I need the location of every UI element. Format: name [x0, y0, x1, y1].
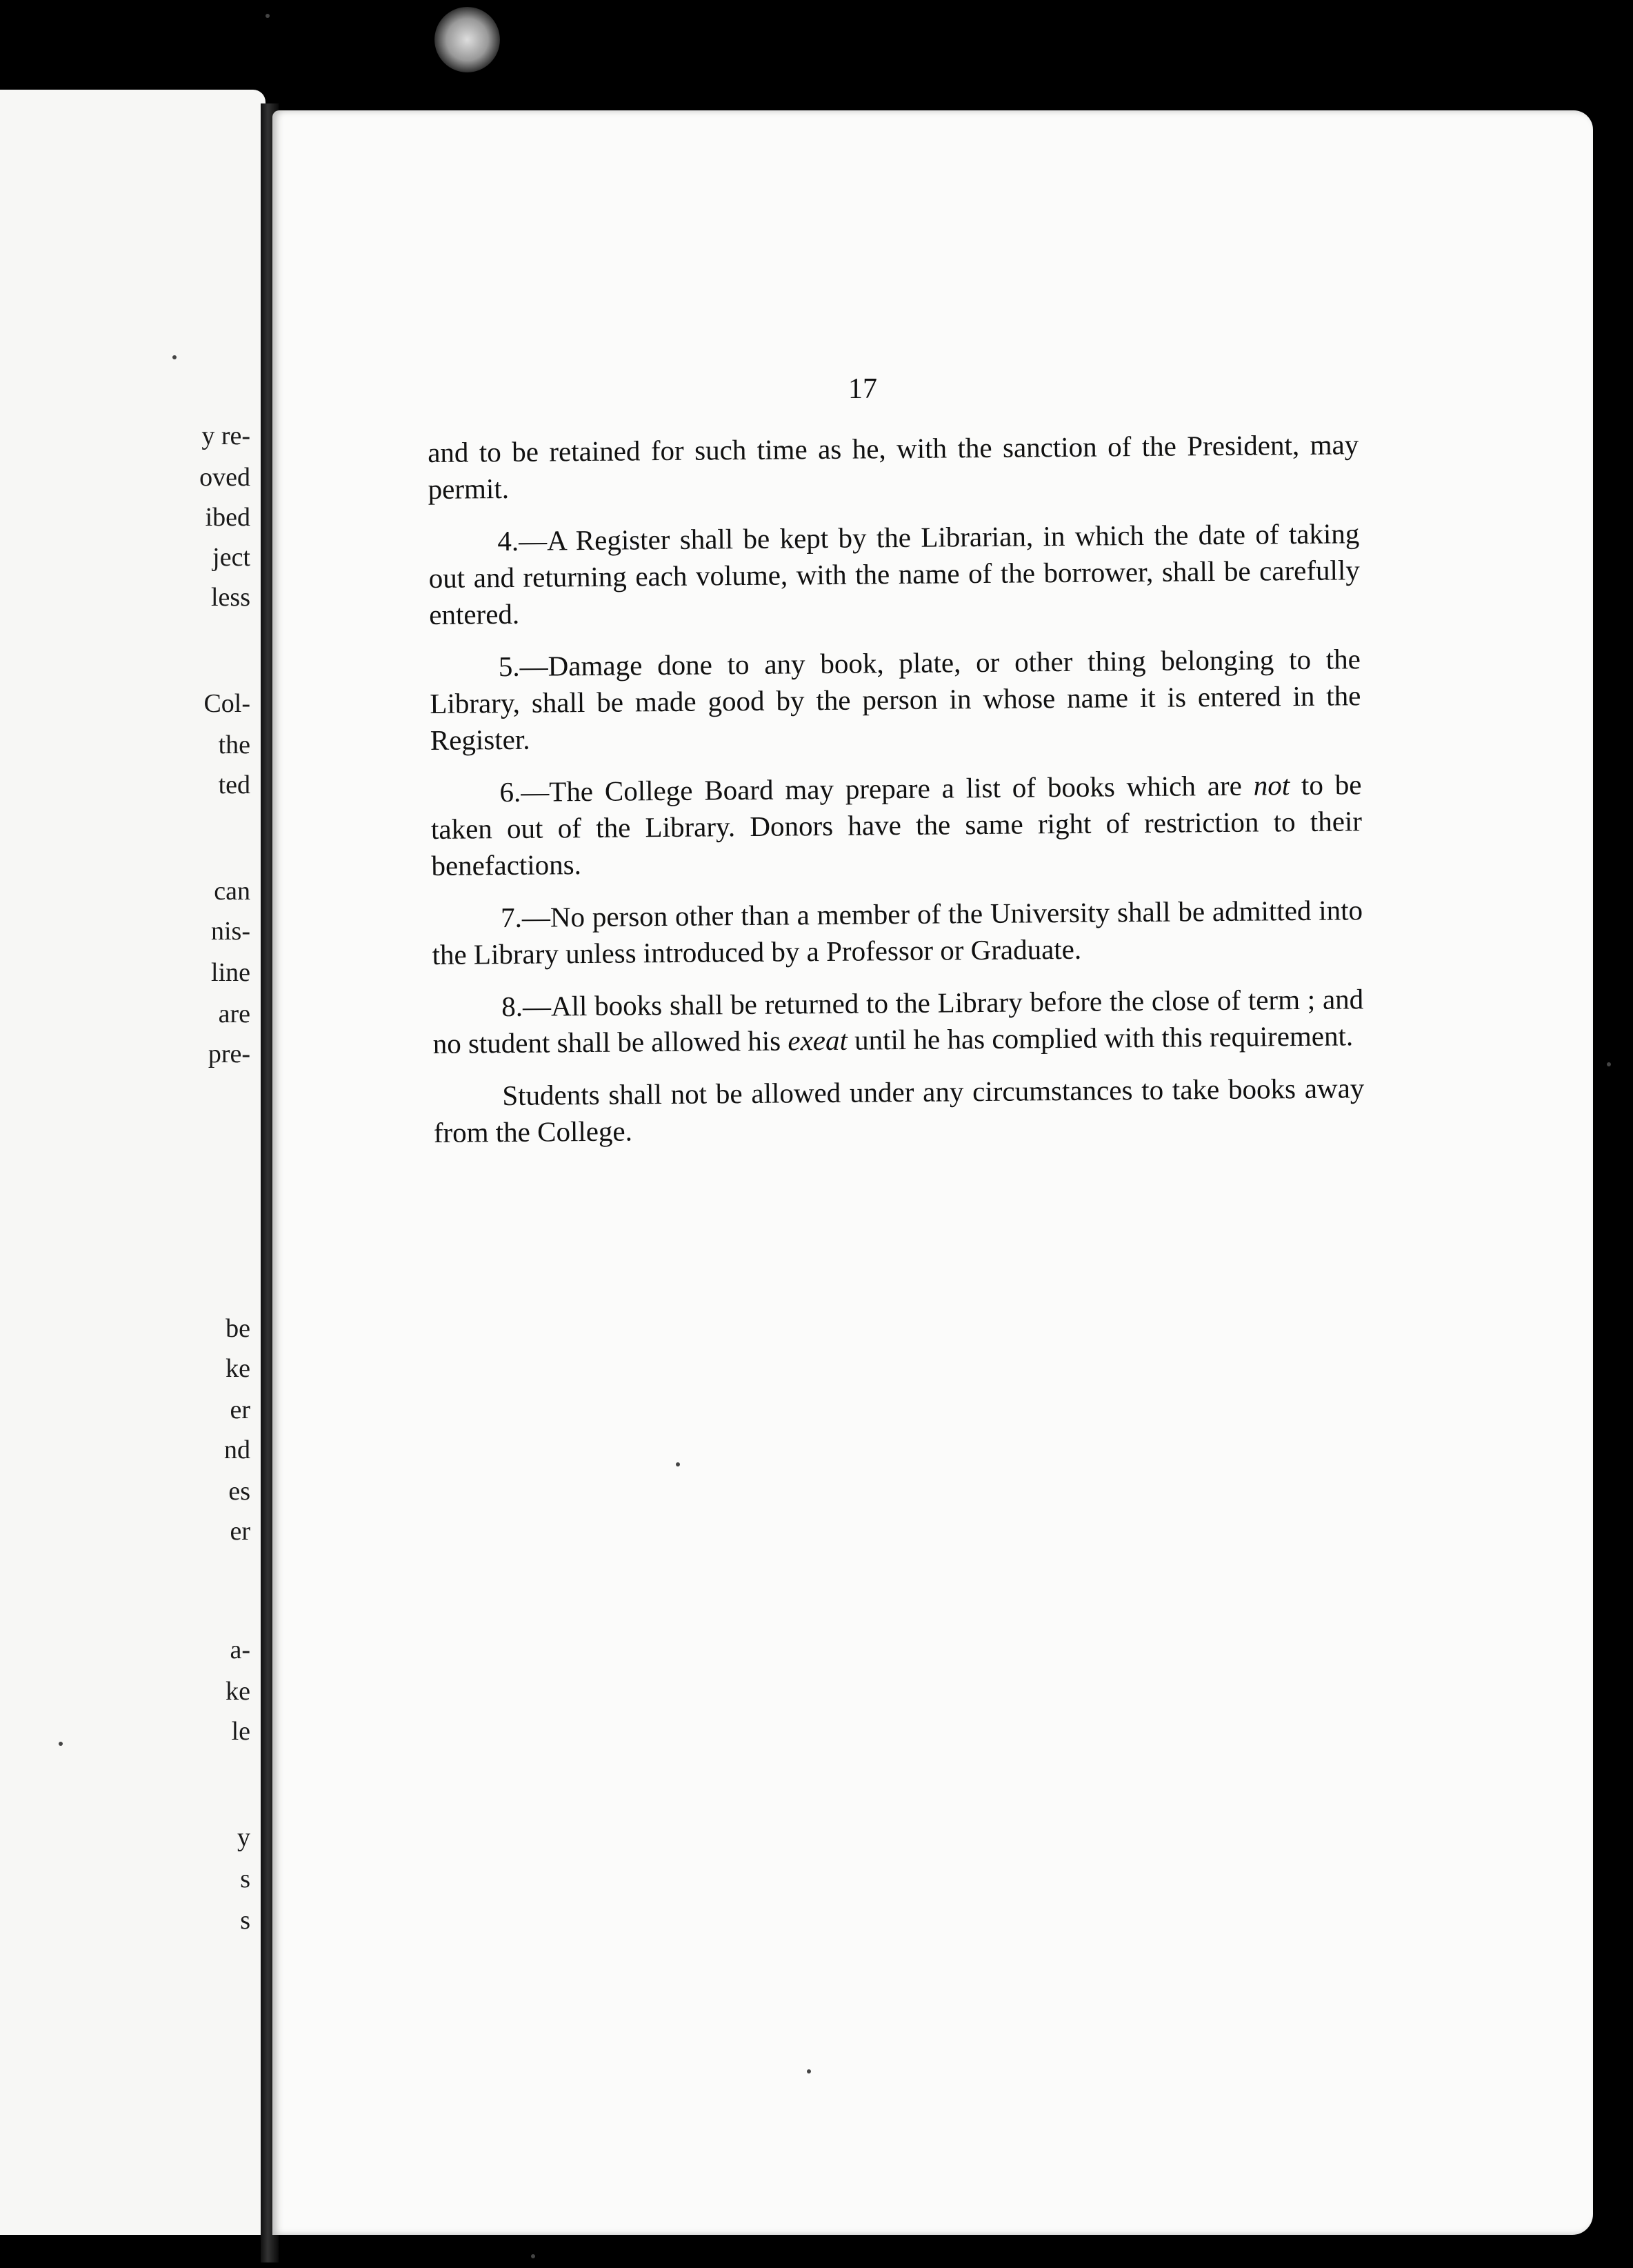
left-fragment: y — [237, 1823, 250, 1852]
rule-4-paragraph — [428, 515, 1360, 633]
left-fragment: can — [214, 877, 250, 906]
dust-speck — [531, 2254, 535, 2258]
paragraph-text: 5.—Damage done to any book, plate, or other thing belonging to the Library, shall be made good by the person in whose name it is entered in the Register. — [430, 643, 1361, 756]
left-fragment: ject — [212, 543, 250, 572]
paragraph-text: 7.—No person other than a member of the University shall be admitted into the Library unless introduced by a Professor or Graduate. — [432, 894, 1363, 971]
paragraph-text: 8.—All books shall be returned to the Library before the close of term ; and no student shall be allowed his — [432, 983, 1364, 1060]
left-fragment: nd — [224, 1435, 250, 1464]
left-fragment: y re- — [201, 421, 250, 450]
dust-speck — [266, 14, 270, 18]
paragraph-text: to be taken out of the Library. Donors have the same right of restriction to their benefactions. — [430, 768, 1363, 882]
page-body-text — [428, 426, 1365, 1167]
paragraph-text: until he has complied with this requirement. — [847, 1019, 1354, 1056]
left-fragment: less — [211, 583, 250, 612]
left-fragment: the — [218, 730, 250, 759]
left-fragment: a- — [230, 1635, 250, 1664]
paragraph-text: 6.—The College Board may prepare a list of books which are — [499, 769, 1254, 808]
rule-5-paragraph — [430, 641, 1361, 759]
left-fragment: ibed — [205, 503, 250, 532]
left-fragment: be — [226, 1314, 250, 1343]
left-fragment: nis- — [211, 917, 250, 946]
closing-paragraph — [433, 1070, 1365, 1151]
paragraph-text: 4.—A Register shall be kept by the Librarian, in which the date of taking out and returning each volume, with the name of the borrower, shall be carefully entered. — [428, 517, 1360, 630]
paragraph-text: Students shall not be allowed under any circumstances to take books away from the College. — [433, 1072, 1365, 1148]
page-number: 17 — [848, 373, 877, 405]
rule-7-paragraph — [432, 892, 1363, 973]
left-fragment: ke — [226, 1354, 250, 1383]
paper-stain — [434, 7, 500, 72]
dust-speck — [807, 2069, 811, 2073]
left-fragment: s — [240, 1906, 250, 1935]
left-fragment: oved — [199, 463, 250, 492]
left-fragment: er — [230, 1517, 250, 1546]
left-fragment: s — [240, 1864, 250, 1893]
dust-speck — [1607, 1062, 1611, 1066]
left-fragment: ted — [218, 770, 250, 799]
paragraph-text: and to be retained for such time as he, with the sanction of the President, may permit. — [428, 428, 1359, 505]
dust-speck — [676, 1462, 680, 1466]
dust-speck — [59, 1742, 63, 1746]
left-fragment: are — [218, 999, 250, 1028]
rule-6-paragraph — [430, 766, 1362, 884]
right-page — [272, 110, 1593, 2235]
left-fragment: er — [230, 1395, 250, 1424]
left-fragment: line — [211, 958, 250, 987]
left-fragment: pre- — [208, 1040, 250, 1068]
emphasis-text: exeat — [788, 1024, 848, 1057]
left-fragment: ke — [226, 1677, 250, 1706]
rule-8-paragraph — [432, 981, 1364, 1062]
left-facing-page — [0, 90, 266, 2235]
continued-paragraph — [428, 426, 1359, 508]
emphasis-text: not — [1253, 769, 1290, 802]
left-fragment: es — [228, 1477, 250, 1506]
dust-speck — [172, 355, 177, 359]
left-fragment: Col- — [203, 689, 250, 718]
left-fragment: le — [231, 1717, 250, 1746]
